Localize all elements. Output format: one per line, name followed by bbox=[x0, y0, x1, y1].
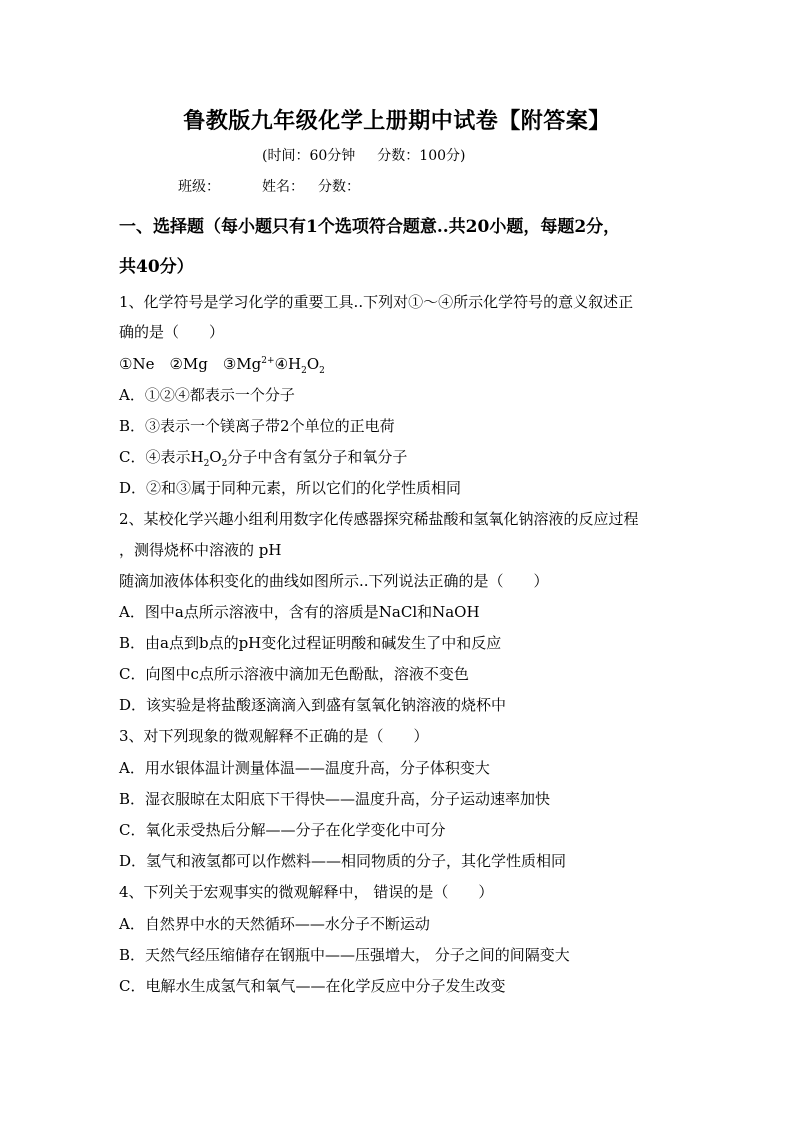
section-heading: 一、选择题（每小题只有1个选项符合题意..共20小题，每题2分， bbox=[119, 217, 621, 237]
q1-option-c-text: C．④表示H bbox=[119, 448, 204, 466]
q1-stem: 1、化学符号是学习化学的重要工具..下列对①～④所示化学符号的意义叙述正 bbox=[119, 293, 634, 311]
q1-option-c-sub: 2 bbox=[203, 459, 210, 469]
q4-option-b: B．天然气经压缩储存在钢瓶中——压强增大， 分子之间的间隔变大 bbox=[119, 946, 570, 964]
exam-info bbox=[262, 145, 465, 165]
class-field-label: 班级： bbox=[178, 179, 220, 195]
q3-option-d: D．氢气和液氢都可以作燃料——相同物质的分子，其化学性质相同 bbox=[119, 852, 567, 870]
q2-stem-cont: ，测得烧杯中溶液的 pH bbox=[119, 541, 282, 559]
q2-option-d: D．该实验是将盐酸逐滴滴入到盛有氢氧化钠溶液的烧杯中 bbox=[119, 696, 507, 714]
header-fields bbox=[178, 176, 360, 196]
page-title: 鲁教版九年级化学上册期中试卷【附答案】 bbox=[183, 108, 611, 134]
q1-symbols-sub: 2 bbox=[301, 366, 307, 376]
q1-option-c-text-2: O bbox=[209, 448, 222, 466]
q4-stem: 4、下列关于宏观事实的微观解释中， 错误的是（ ） bbox=[119, 883, 494, 901]
q4-option-c: C．电解水生成氢气和氧气——在化学反应中分子发生改变 bbox=[119, 977, 506, 995]
q1-option-c-text-3: 分子中含有氢分子和氧分子 bbox=[227, 448, 408, 466]
section-heading-cont: 共40分） bbox=[119, 257, 194, 277]
q1-option-c-sub-2: 2 bbox=[221, 459, 228, 469]
q2-stem: 2、某校化学兴趣小组利用数字化传感器探究稀盐酸和氢氧化钠溶液的反应过程 bbox=[119, 510, 639, 528]
q2-option-c: C．向图中c点所示溶液中滴加无色酚酞，溶液不变色 bbox=[119, 665, 469, 683]
exam-time: (时间：60分钟 bbox=[262, 148, 356, 164]
exam-score: 分数：100分) bbox=[377, 148, 466, 164]
q3-stem: 3、对下列现象的微观解释不正确的是（ ） bbox=[119, 727, 429, 745]
q2-stem-cont-2: 随滴加液体体积变化的曲线如图所示..下列说法正确的是（ ） bbox=[119, 572, 549, 590]
q3-option-c: C．氧化汞受热后分解——分子在化学变化中可分 bbox=[119, 821, 446, 839]
q1-option-c bbox=[119, 446, 407, 467]
q2-option-a: A．图中a点所示溶液中，含有的溶质是NaCl和NaOH bbox=[119, 603, 480, 621]
q1-symbols-sup: 2+ bbox=[261, 356, 275, 366]
q1-symbols bbox=[119, 353, 325, 374]
q3-option-a: A．用水银体温计测量体温——温度升高，分子体积变大 bbox=[119, 759, 490, 777]
q1-option-a: A．①②④都表示一个分子 bbox=[119, 386, 295, 404]
q1-symbols-text: ①Ne ②Mg ③Mg bbox=[119, 355, 262, 373]
q3-option-b: B．湿衣服晾在太阳底下干得快——温度升高，分子运动速率加快 bbox=[119, 790, 551, 808]
q1-stem-cont: 确的是（ ） bbox=[119, 323, 225, 341]
q1-symbols-text-2: ④H bbox=[274, 355, 302, 373]
score-field-label: 分数： bbox=[318, 179, 360, 195]
q1-option-b: B．③表示一个镁离子带2个单位的正电荷 bbox=[119, 417, 395, 435]
q2-option-b: B．由a点到b点的pH变化过程证明酸和碱发生了中和反应 bbox=[119, 634, 502, 652]
q1-option-d: D．②和③属于同种元素，所以它们的化学性质相同 bbox=[119, 479, 462, 497]
q1-symbols-sub-2: 2 bbox=[319, 366, 325, 376]
q4-option-a: A．自然界中水的天然循环——水分子不断运动 bbox=[119, 915, 430, 933]
q1-symbols-text-3: O bbox=[306, 355, 320, 373]
name-field-label: 姓名： bbox=[262, 179, 304, 195]
